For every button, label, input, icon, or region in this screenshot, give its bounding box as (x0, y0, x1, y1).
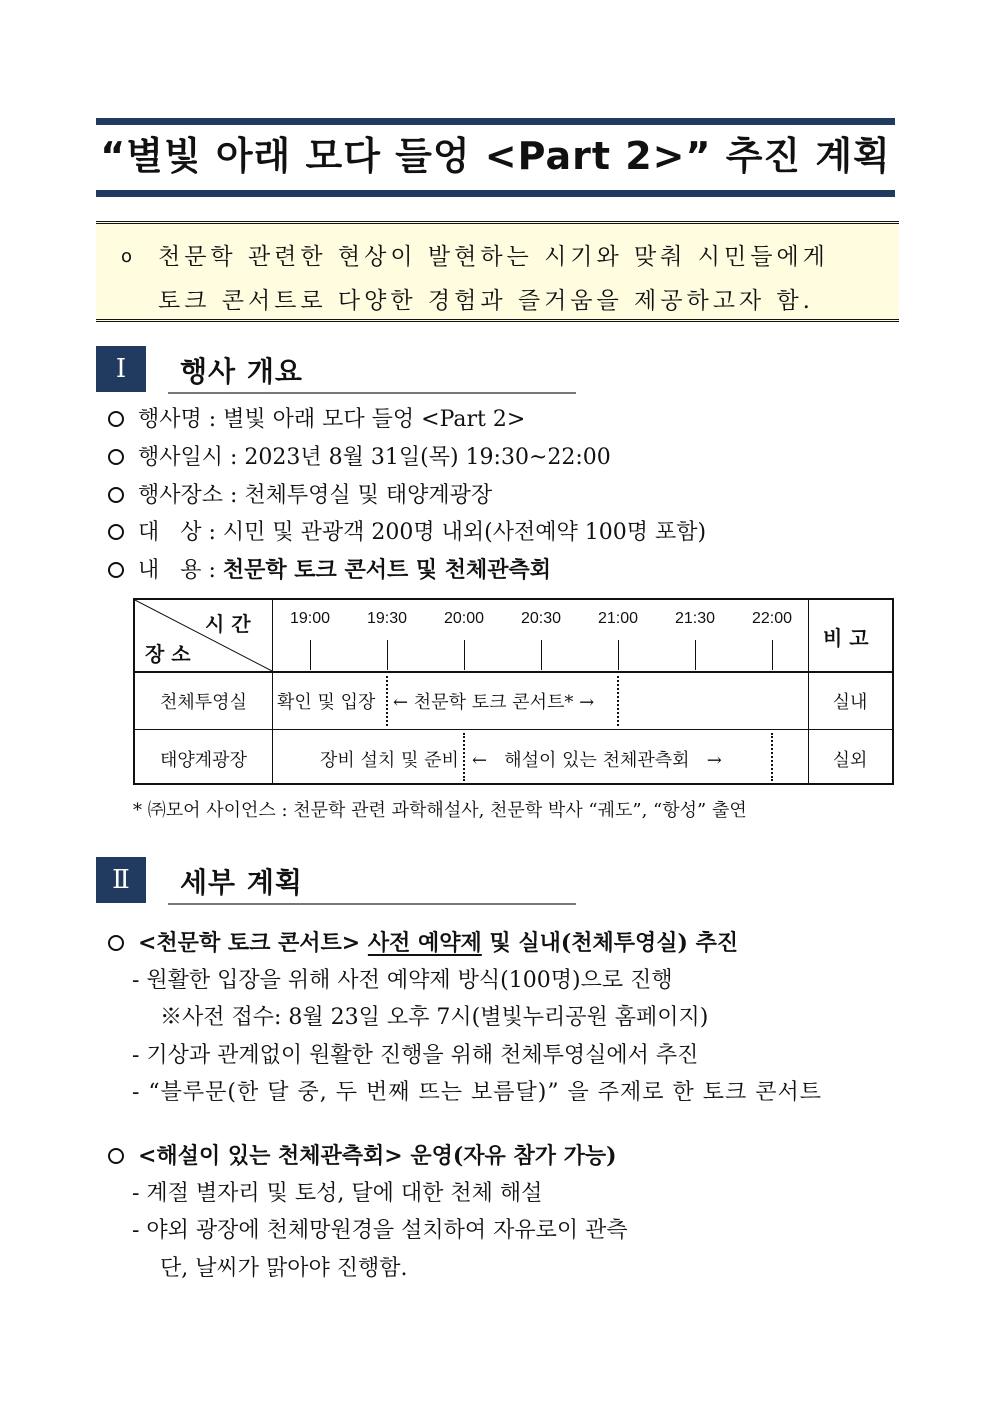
row1-note: 실내 (832, 692, 868, 713)
circle-bullet-icon (108, 524, 124, 540)
schedule-footnote: * ㈜모어 사이언스 : 천문학 관련 과학해설사, 천문학 박사 “궤도”, “항성” 출연 (133, 800, 747, 821)
time-divider (386, 676, 388, 726)
list-item: 행사장소 : 천체투영실 및 태양계광장 (108, 481, 492, 511)
list-item: 내 용 : 천문학 토크 콘서트 및 천체관측회 (108, 555, 551, 586)
section-1-underline (168, 392, 576, 394)
section-2-title: 세부 계획 (180, 866, 303, 899)
time-tick (772, 640, 773, 670)
summary-line-1: 천문학 관련한 현상이 발현하는 시기와 맞춰 시민들에게 (158, 244, 829, 270)
plan-line: - 원활한 입장을 위해 사전 예약제 방식(100명)으로 진행 (132, 968, 673, 993)
row2-segment-observation: ← 해설이 있는 천체관측회 → (472, 750, 722, 771)
list-item: 대 상 : 시민 및 관광객 200명 내외(사전예약 100명 포함) (108, 518, 706, 548)
circle-bullet-icon (108, 935, 124, 951)
time-label: 22:00 (751, 610, 793, 627)
plan-line: - 계절 별자리 및 토성, 달에 대한 천체 해설 (132, 1181, 543, 1206)
time-divider (463, 733, 465, 781)
section-1-title: 행사 개요 (180, 355, 303, 388)
circle-bullet-icon (108, 487, 124, 503)
list-item: 행사명 : 별빛 아래 모다 들엉 <Part 2> (108, 405, 525, 435)
time-tick (310, 640, 311, 670)
circle-bullet-icon (108, 411, 124, 427)
plan-heading-observation: <해설이 있는 천체관측회> 운영(자유 참가 가능) (108, 1141, 617, 1171)
time-label: 19:00 (289, 610, 331, 627)
time-tick (464, 640, 465, 670)
circle-bullet-icon (108, 562, 124, 578)
header-time-label: 시 간 (205, 612, 251, 636)
time-tick (695, 640, 696, 670)
page-title: “별빛 아래 모다 들엉 <Part 2>” 추진 계획 (100, 134, 891, 178)
section-2-underline (168, 903, 576, 905)
time-label: 20:30 (520, 610, 562, 627)
plan-note: ※사전 접수: 8월 23일 오후 7시(별빛누리공원 홈페이지) (160, 1005, 709, 1030)
summary-bullet: o (121, 246, 133, 267)
summary-box (96, 221, 899, 322)
schedule-table (133, 598, 894, 785)
list-item: 행사일시 : 2023년 8월 31일(목) 19:30~22:00 (108, 443, 611, 473)
grid-line (272, 600, 273, 783)
time-tick (387, 640, 388, 670)
plan-line: - 기상과 관계없이 원활한 진행을 위해 천체투영실에서 추진 (132, 1043, 699, 1068)
circle-bullet-icon (108, 1148, 124, 1164)
plan-heading-concert: <천문학 토크 콘서트> 사전 예약제 및 실내(천체투영실) 추진 (108, 928, 738, 958)
time-label: 20:00 (443, 610, 485, 627)
header-place-label: 장 소 (145, 642, 191, 666)
time-divider (617, 676, 619, 726)
time-label: 21:00 (597, 610, 639, 627)
row1-segment-entry: 확인 및 입장 (277, 692, 376, 713)
row-place-solar-plaza: 태양계광장 (160, 750, 247, 771)
grid-line (135, 729, 892, 730)
title-bottom-bar (96, 190, 895, 197)
row2-note: 실외 (832, 750, 868, 771)
time-label: 19:30 (366, 610, 408, 627)
section-2-number: Ⅱ (96, 857, 146, 903)
time-label: 21:30 (674, 610, 716, 627)
row-place-planetarium: 천체투영실 (160, 692, 247, 713)
circle-bullet-icon (108, 449, 124, 465)
plan-line: - “블루문(한 달 중, 두 번째 뜨는 보름달)” 을 주제로 한 토크 콘서트 (132, 1080, 823, 1105)
time-divider (771, 733, 773, 781)
time-tick (618, 640, 619, 670)
title-top-bar (96, 118, 895, 125)
header-note-label: 비 고 (823, 626, 869, 650)
time-tick (541, 640, 542, 670)
plan-line: - 야외 광장에 천체망원경을 설치하여 자유로이 관측 (132, 1218, 628, 1243)
row1-segment-concert: ← 천문학 토크 콘서트* → (393, 692, 595, 713)
row2-segment-setup: 장비 설치 및 준비 (320, 750, 459, 771)
grid-line (135, 671, 892, 673)
plan-note: 단, 날씨가 맑아야 진행함. (160, 1256, 408, 1281)
section-1-number: Ⅰ (96, 346, 146, 392)
summary-line-2: 토크 콘서트로 다양한 경험과 즐거움을 제공하고자 함. (158, 288, 814, 314)
